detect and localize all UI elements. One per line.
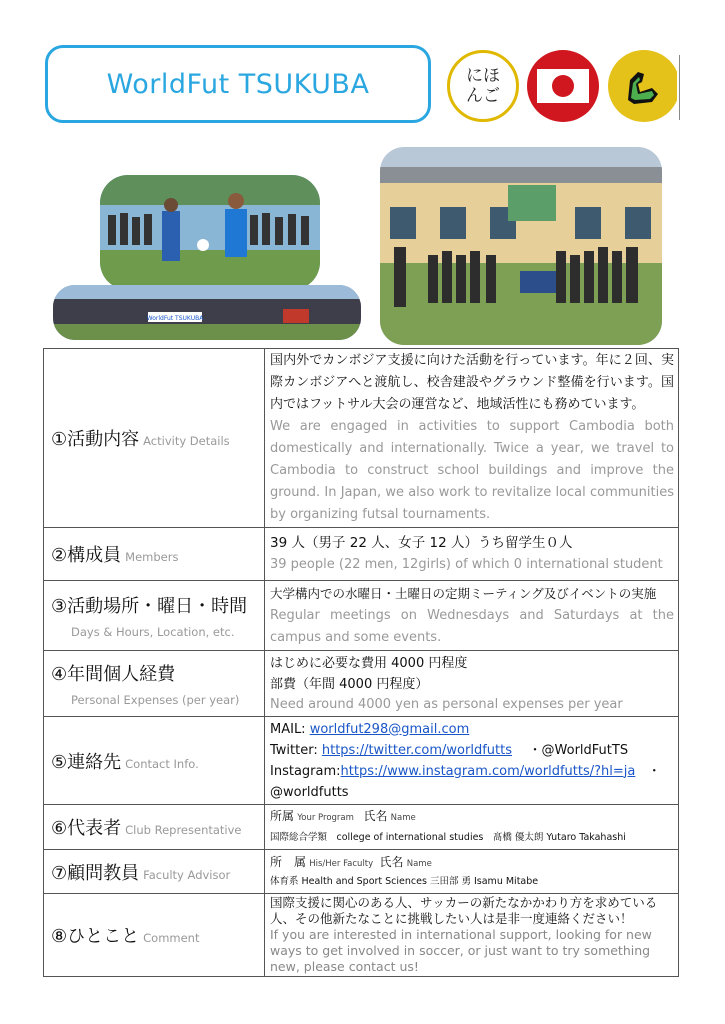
table-row-advisor — [44, 850, 679, 894]
expenses-en: Need around 4000 yen as personal expenses per year — [270, 696, 623, 712]
activity-jp: 国内外でカンボジア支援に向けた活動を行っています。年に２回、実際カンボジアへと渡航し、校舎建設やグラウンド整備を行います。国内ではフットサル大会の運営など、地域活性にも務めています。 — [270, 353, 674, 412]
comment-label-en: Comment — [143, 931, 200, 945]
contact-mail-line — [270, 719, 674, 740]
banner-text: WorldFut TSUKUBA — [146, 315, 204, 322]
place-label: ③活動場所・曜日・時間 — [51, 596, 248, 617]
contact-label-en: Contact Info. — [125, 756, 199, 771]
members-label-en: Members — [125, 550, 179, 564]
advisor-line2: 体育系 Health and Sport Sciences 三田部 勇 Isamu Mitabe — [270, 875, 539, 887]
twitter-handle: ・@WorldFutTS — [528, 742, 629, 758]
table-row-representative — [44, 805, 679, 850]
expenses-label-en: Personal Expenses (per year) — [71, 693, 240, 707]
page-title: WorldFut TSUKUBA — [106, 68, 370, 100]
nihongo-badge-text: にほ んご — [466, 66, 500, 106]
instagram-link[interactable]: https://www.instagram.com/worldfutts/?hl=ja — [340, 763, 636, 779]
expenses-label: ④年間個人経費 — [51, 664, 176, 685]
members-en: 39 people (22 men, 12girls) of which 0 international student — [270, 557, 663, 572]
club-info-table — [43, 348, 679, 977]
contact-twitter-line — [270, 740, 674, 761]
table-row-contact — [44, 717, 679, 805]
comment-en: If you are interested in international support, looking for new ways to get involved in soccer, or just want to try something new, please contact us! — [270, 927, 652, 974]
divider — [679, 55, 680, 120]
school-building-photo — [380, 147, 662, 345]
activity-label: ①活動内容 — [51, 429, 140, 450]
nihongo-badge — [447, 50, 519, 122]
instagram-handle: @worldfutts — [270, 784, 349, 800]
representative-label: ⑥代表者 — [51, 818, 122, 839]
flexed-arm-icon — [608, 50, 680, 122]
advisor-line1: 所 属 His/Her Faculty 氏名 Name — [270, 854, 432, 869]
place-en: Regular meetings on Wednesdays and Saturdays at the campus and some events. — [270, 607, 674, 645]
representative-label-en: Club Representative — [125, 823, 242, 837]
advisor-label: ⑦顧問教員 — [51, 862, 140, 884]
twitter-prefix: Twitter: — [270, 742, 322, 758]
place-label-en: Days & Hours, Location, etc. — [71, 625, 235, 639]
advisor-label-en: Faculty Advisor — [143, 867, 231, 882]
contact-instagram-line — [270, 761, 674, 782]
table-row-expenses — [44, 651, 679, 717]
contact-label: ⑤連絡先 — [51, 751, 122, 773]
table-row-place — [44, 581, 679, 651]
mail-link[interactable]: worldfut298@gmail.com — [309, 721, 470, 737]
expenses-jp2: 部費（年間 4000 円程度） — [270, 676, 429, 692]
comment-label: ⑧ひとこと — [51, 926, 140, 947]
table-row-comment — [44, 894, 679, 977]
table-row-activity — [44, 349, 679, 528]
place-jp: 大学構内での水曜日・土曜日の定期ミーティング及びイベントの実施 — [270, 585, 657, 601]
representative-line1: 所属 Your Program 氏名 Name — [270, 809, 416, 823]
twitter-link[interactable]: https://twitter.com/worldfutts — [321, 742, 512, 758]
table-row-members — [44, 528, 679, 581]
instagram-sep: ・ — [647, 763, 661, 779]
members-jp: 39 人（男子 22 人、女子 12 人）うち留学生０人 — [270, 535, 573, 551]
title-box — [45, 45, 431, 123]
page-edge-mask — [677, 50, 725, 122]
soccer-handshake-photo — [100, 175, 320, 290]
activity-label-en: Activity Details — [143, 434, 230, 448]
group-banner-photo — [53, 285, 361, 340]
comment-jp: 国際支援に関心のある人、サッカーの新たなかかわり方を求めている人、その他新たなことに挑戦したい人は是非一度連絡ください！ — [270, 895, 658, 926]
japan-flag-icon — [527, 50, 599, 122]
mail-prefix: MAIL: — [270, 721, 310, 737]
members-label: ②構成員 — [51, 545, 122, 566]
instagram-prefix: Instagram: — [270, 763, 341, 779]
expenses-jp1: はじめに必要な費用 4000 円程度 — [270, 655, 468, 671]
activity-en: We are engaged in activities to support Cambodia both domestically and internationally. Twice a year, we travel to Cambodia to construct school buildings and improve the ground. In Japan, we also work to revitalize local communities by organizing futsal tournaments. — [270, 419, 674, 522]
representative-line2: 国際総合学類 college of international studies 髙橋 優太朗 Yutaro Takahashi — [270, 832, 626, 843]
